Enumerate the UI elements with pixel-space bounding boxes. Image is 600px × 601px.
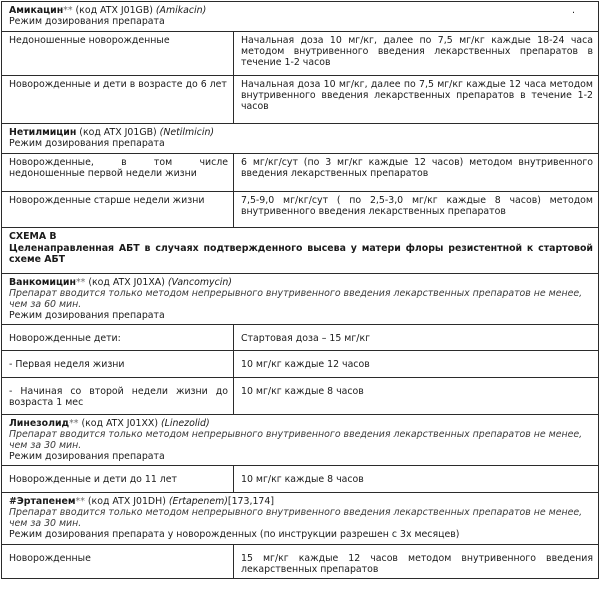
scheme-title: СХЕМА В bbox=[9, 231, 57, 242]
atc-code: (код ATX J01DH) bbox=[84, 496, 169, 507]
latin-name: (Ertapenem) bbox=[168, 496, 228, 507]
patient-group-cell: - Первая неделя жизни bbox=[2, 351, 234, 378]
atc-code: (код ATX J01GB) bbox=[72, 5, 156, 16]
regimen-label: Режим дозирования препарата у новорожденных (по инструкции разрешен с 3х месяцев) bbox=[9, 529, 460, 540]
regimen-label: Режим дозирования препарата bbox=[9, 16, 165, 27]
drug-stars: ** bbox=[75, 277, 86, 288]
table-row bbox=[2, 325, 599, 351]
drug-stars: ** bbox=[75, 496, 85, 507]
drug-header-row-amikacin bbox=[2, 2, 599, 32]
table-row bbox=[2, 32, 599, 76]
drug-name: Нетилмицин bbox=[9, 127, 77, 138]
latin-name: (Netilmicin) bbox=[159, 127, 215, 138]
drug-header-netilmicin bbox=[2, 124, 599, 154]
atc-code: (код ATX J01XX) bbox=[78, 418, 161, 429]
drug-header-vancomycin bbox=[2, 274, 599, 325]
administration-note: Препарат вводится только методом непрерывного внутривенного введения лекарственных препаратов не менее, чем за 30 мин. bbox=[9, 429, 583, 451]
administration-note: Препарат вводится только методом непрерывного внутривенного введения лекарственных препаратов не менее, чем за 60 мин. bbox=[9, 288, 583, 310]
latin-name: (Vancomycin) bbox=[167, 277, 232, 288]
drug-name: #Эртапенем bbox=[9, 496, 76, 507]
scheme-b-cell bbox=[2, 228, 599, 274]
patient-group-cell: Новорожденные дети: bbox=[2, 325, 234, 351]
drug-header-ertapenem bbox=[2, 493, 599, 545]
table-row bbox=[2, 466, 599, 493]
patient-group-cell: Новорожденные bbox=[2, 545, 234, 579]
drug-header-row-netilmicin bbox=[2, 124, 599, 154]
regimen-label: Режим дозирования препарата bbox=[9, 310, 165, 321]
latin-name: (Amikacin) bbox=[155, 5, 207, 16]
atc-code: (код ATX J01GB) bbox=[76, 127, 160, 138]
patient-group-cell: - Начиная со второй недели жизни до возраста 1 мес bbox=[2, 378, 234, 415]
drug-stars: ** bbox=[69, 418, 79, 429]
dose-cell: Стартовая доза – 15 мг/кг bbox=[234, 325, 599, 351]
dose-cell: 10 мг/кг каждые 12 часов bbox=[234, 351, 599, 378]
drug-header-row-ertapenem bbox=[2, 493, 599, 545]
dosage-table bbox=[1, 1, 599, 579]
drug-stars: ** bbox=[63, 5, 73, 16]
patient-group-cell: Новорожденные и дети до 11 лет bbox=[2, 466, 234, 493]
patient-group-cell: Новорожденные старше недели жизни bbox=[2, 192, 234, 228]
drug-header-row-vancomycin bbox=[2, 274, 599, 325]
regimen-label: Режим дозирования препарата bbox=[9, 451, 165, 462]
dose-cell: Начальная доза 10 мг/кг, далее по 7,5 мг/кг каждые 12 часа методом внутривенного введения лекарственных препаратов в течение 1-2 часов bbox=[234, 76, 599, 124]
dose-cell: Начальная доза 10 мг/кг, далее по 7,5 мг/кг каждые 18-24 часа методом внутривенного введения лекарственных препаратов в течение 1-2 часов bbox=[234, 32, 599, 76]
scheme-subtitle: Целенаправленная АБТ в случаях подтвержденного высева у матери флоры резистентной к стартовой схеме АБТ bbox=[9, 242, 593, 265]
dose-cell: 7,5-9,0 мг/кг/сут ( по 2,5-3,0 мг/кг каждые 8 часов) методом внутривенного введения лекарственных препаратов bbox=[234, 192, 599, 228]
drug-name: Линезолид bbox=[9, 418, 70, 429]
table-row bbox=[2, 378, 599, 415]
patient-group-cell: Недоношенные новорожденные bbox=[2, 32, 234, 76]
table-row bbox=[2, 351, 599, 378]
dose-cell: 10 мг/кг каждые 8 часов bbox=[234, 466, 599, 493]
drug-header-amikacin bbox=[2, 2, 599, 32]
scheme-row bbox=[2, 228, 599, 274]
regimen-label: Режим дозирования препарата bbox=[9, 138, 165, 149]
latin-name: (Linezolid) bbox=[160, 418, 210, 429]
patient-group-cell: Новорожденные, в том числе недоношенные первой недели жизни bbox=[2, 154, 234, 192]
dose-cell: 6 мг/кг/сут (по 3 мг/кг каждые 12 часов) методом внутривенного введения лекарственных препаратов bbox=[234, 154, 599, 192]
references: [173,174] bbox=[227, 496, 275, 507]
table-row bbox=[2, 192, 599, 228]
table-row bbox=[2, 154, 599, 192]
patient-group-cell: Новорожденные и дети в возрасте до 6 лет bbox=[2, 76, 234, 124]
table-row bbox=[2, 545, 599, 579]
drug-header-row-linezolid bbox=[2, 415, 599, 466]
table-row bbox=[2, 76, 599, 124]
administration-note: Препарат вводится только методом непрерывного внутривенного введения лекарственных препаратов не менее, чем за 30 мин. bbox=[9, 507, 583, 529]
dose-cell: 10 мг/кг каждые 8 часов bbox=[234, 378, 599, 415]
stray-dot: . bbox=[572, 5, 575, 16]
drug-header-linezolid bbox=[2, 415, 599, 466]
dose-cell: 15 мг/кг каждые 12 часов методом внутривенного введения лекарственных препаратов bbox=[234, 545, 599, 579]
drug-name: Амикацин bbox=[9, 5, 64, 16]
drug-name: Ванкомицин bbox=[9, 277, 76, 288]
atc-code: (код ATX J01XA) bbox=[85, 277, 168, 288]
